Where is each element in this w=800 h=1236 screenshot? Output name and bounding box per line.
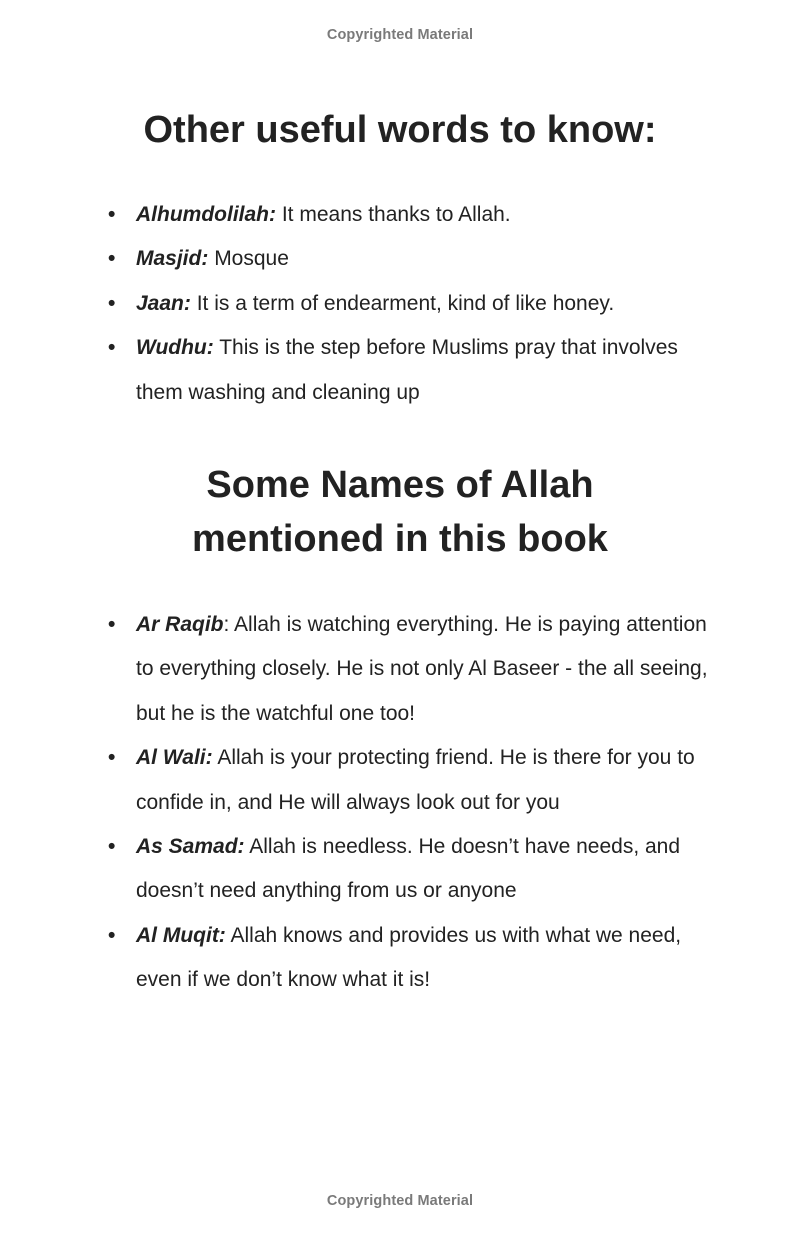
list-item	[108, 237, 708, 281]
heading-line-1: Some Names of Allah	[206, 464, 594, 506]
bullet-icon: •	[108, 247, 116, 271]
term-separator: :	[223, 613, 230, 636]
list-item	[108, 326, 708, 415]
list-item	[108, 736, 708, 825]
list-item	[108, 603, 708, 736]
list-item	[108, 825, 708, 914]
names-of-allah-list	[108, 603, 708, 1003]
term-definition: Allah is your protecting friend. He is there for you to confide in, and He will always look out for you	[136, 746, 695, 814]
term-definition: It means thanks to Allah.	[281, 203, 511, 226]
bullet-icon: •	[108, 835, 116, 859]
term-definition: This is the step before Muslims pray that involves them washing and cleaning up	[136, 336, 678, 404]
term-label: Jaan:	[136, 291, 191, 315]
term-definition: It is a term of endearment, kind of like honey.	[196, 291, 615, 315]
heading-names-of-allah	[0, 458, 800, 566]
term-label: Ar Raqib	[136, 613, 224, 636]
heading-useful-words: Other useful words to know:	[143, 109, 657, 151]
term-label: Alhumdolilah:	[136, 203, 276, 226]
heading-line-2: mentioned in this book	[192, 518, 608, 560]
term-label: As Samad:	[136, 835, 245, 859]
term-definition: Allah is watching everything. He is paying attention to everything closely. He is not only Al Baseer - the all seeing, but he is the watchful one too!	[136, 613, 708, 725]
bullet-icon: •	[108, 336, 116, 360]
bullet-icon: •	[108, 923, 116, 947]
term-label: Masjid:	[136, 247, 209, 271]
term-definition: Allah knows and provides us with what we need, even if we don’t know what it is!	[136, 923, 682, 992]
bullet-icon: •	[108, 746, 116, 770]
list-item	[108, 914, 708, 1003]
term-label: Al Wali:	[136, 746, 213, 770]
bullet-icon: •	[108, 613, 116, 636]
list-item	[108, 193, 708, 237]
term-definition: Mosque	[214, 247, 289, 271]
term-label: Al Muqit:	[136, 923, 226, 947]
bullet-icon: •	[108, 203, 116, 226]
bullet-icon: •	[108, 291, 116, 315]
term-label: Wudhu:	[136, 336, 214, 360]
term-definition: Allah is needless. He doesn’t have needs, and doesn’t need anything from us or anyone	[136, 835, 681, 903]
useful-words-list	[108, 193, 708, 415]
copyright-watermark-bottom: Copyrighted Material	[326, 1193, 474, 1209]
copyright-watermark-top: Copyrighted Material	[326, 27, 474, 43]
list-item	[108, 282, 708, 326]
